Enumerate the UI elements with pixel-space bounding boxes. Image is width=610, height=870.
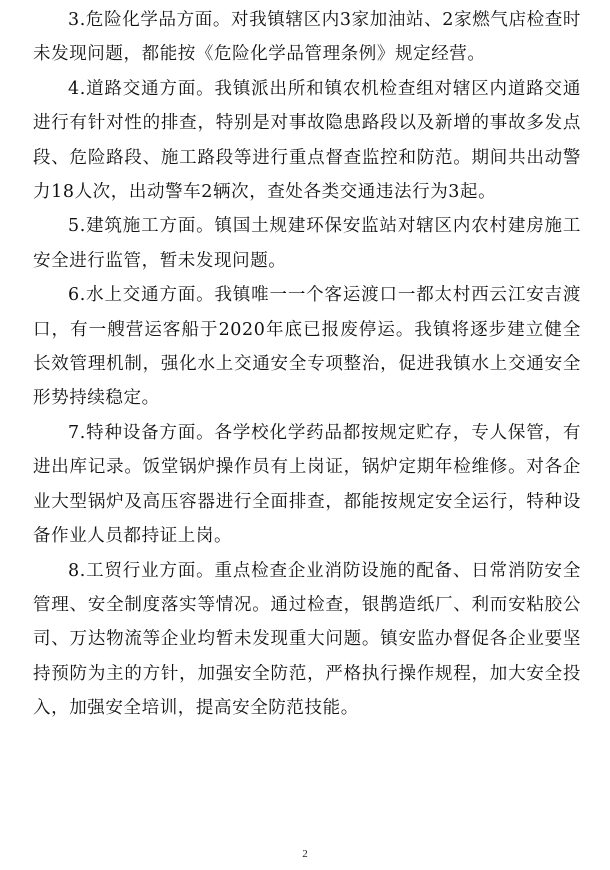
paragraph-special-equipment: 7.特种设备方面。各学校化学药品都按规定贮存，专人保管，有进出库记录。饭堂锅炉操作员有上岗证，锅炉定期年检维修。对各企业大型锅炉及高压容器进行全面排查，都能按规定安全运行，特种设备作业人员都持证上岗。 xyxy=(33,422,581,547)
document-body xyxy=(33,3,581,726)
page-number: 2 xyxy=(302,848,308,860)
paragraph-hazardous-chemicals: 3.危险化学品方面。对我镇辖区内3家加油站、2家燃气店检查时未发现问题，都能按《危险化学品管理条例》规定经营。 xyxy=(33,10,581,65)
paragraph-construction: 5.建筑施工方面。镇国土规建环保安监站对辖区内农村建房施工安全进行监管，暂未发现问题。 xyxy=(33,216,581,271)
paragraph-road-traffic: 4.道路交通方面。我镇派出所和镇农机检查组对辖区内道路交通进行有针对性的排查，特别是对事故隐患路段以及新增的事故多发点段、危险路段、施工路段等进行重点督查监控和防范。期间共出动警力18人次，出动警车2辆次，查处各类交通违法行为3起。 xyxy=(33,78,581,203)
paragraph-water-traffic: 6.水上交通方面。我镇唯一一个客运渡口一都太村西云江安吉渡口，有一艘营运客船于2020年底已报废停运。我镇将逐步建立健全长效管理机制，强化水上交通安全专项整治，促进我镇水上交通安全形势持续稳定。 xyxy=(33,285,581,409)
paragraph-industry-trade: 8.工贸行业方面。重点检查企业消防设施的配备、日常消防安全管理、安全制度落实等情况。通过检查，银鹊造纸厂、利而安粘胶公司、万达物流等企业均暂未发现重大问题。镇安监办督促各企业要坚持预防为主的方针，加强安全防范，严格执行操作规程，加大安全投入，加强安全培训，提高安全防范技能。 xyxy=(33,560,581,719)
